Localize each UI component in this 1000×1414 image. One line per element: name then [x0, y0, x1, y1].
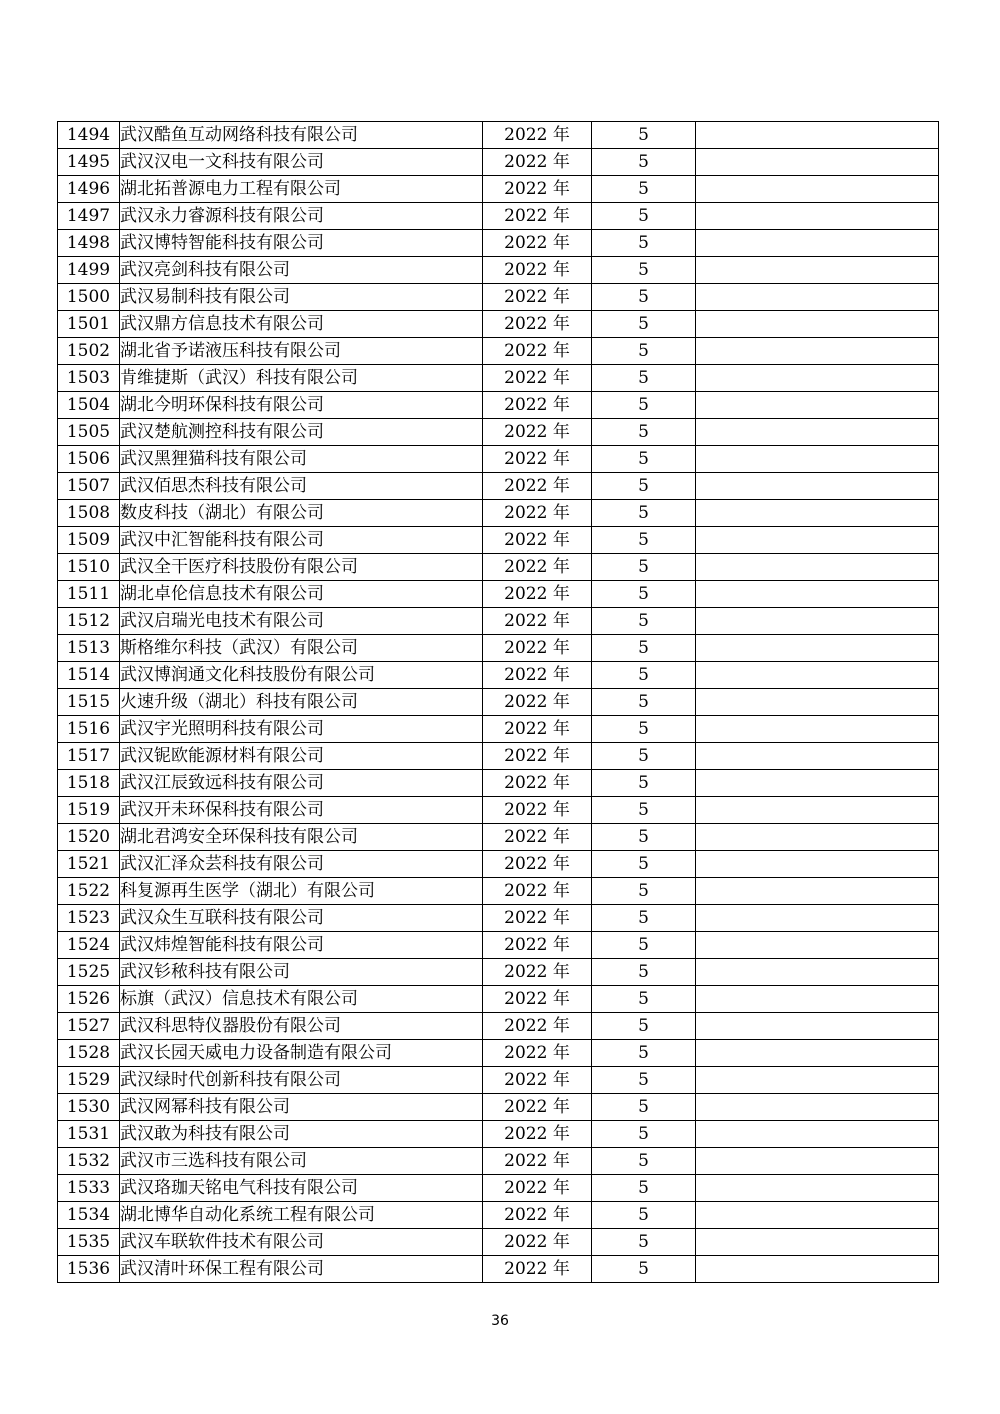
table-row: [58, 581, 939, 608]
score-cell: 5: [592, 1121, 696, 1148]
table-row: [58, 149, 939, 176]
note-cell: [696, 743, 939, 770]
row-number-cell: 1503: [58, 365, 120, 392]
note-cell: [696, 365, 939, 392]
year-cell: 2022 年: [483, 230, 592, 257]
score-cell: 5: [592, 1148, 696, 1175]
note-cell: [696, 419, 939, 446]
row-number-cell: 1525: [58, 959, 120, 986]
score-cell: 5: [592, 365, 696, 392]
company-name-cell: 武汉博润通文化科技股份有限公司: [120, 662, 483, 689]
score-cell: 5: [592, 230, 696, 257]
row-number-cell: 1519: [58, 797, 120, 824]
table-row: [58, 527, 939, 554]
company-name-cell: 火速升级（湖北）科技有限公司: [120, 689, 483, 716]
note-cell: [696, 1121, 939, 1148]
year-cell: 2022 年: [483, 608, 592, 635]
company-name-cell: 武汉绿时代创新科技有限公司: [120, 1067, 483, 1094]
score-cell: 5: [592, 1094, 696, 1121]
score-cell: 5: [592, 1202, 696, 1229]
table-row: [58, 932, 939, 959]
year-cell: 2022 年: [483, 1148, 592, 1175]
table-row: [58, 986, 939, 1013]
row-number-cell: 1500: [58, 284, 120, 311]
company-name-cell: 武汉网幂科技有限公司: [120, 1094, 483, 1121]
score-cell: 5: [592, 149, 696, 176]
year-cell: 2022 年: [483, 1121, 592, 1148]
row-number-cell: 1501: [58, 311, 120, 338]
table-row: [58, 311, 939, 338]
note-cell: [696, 284, 939, 311]
note-cell: [696, 176, 939, 203]
score-cell: 5: [592, 554, 696, 581]
row-number-cell: 1517: [58, 743, 120, 770]
score-cell: 5: [592, 500, 696, 527]
table-row: [58, 770, 939, 797]
year-cell: 2022 年: [483, 419, 592, 446]
note-cell: [696, 1040, 939, 1067]
company-name-cell: 武汉长园天威电力设备制造有限公司: [120, 1040, 483, 1067]
score-cell: 5: [592, 527, 696, 554]
table-row: [58, 284, 939, 311]
row-number-cell: 1511: [58, 581, 120, 608]
note-cell: [696, 122, 939, 149]
company-name-cell: 武汉博特智能科技有限公司: [120, 230, 483, 257]
row-number-cell: 1535: [58, 1229, 120, 1256]
year-cell: 2022 年: [483, 473, 592, 500]
score-cell: 5: [592, 851, 696, 878]
page-number: 36: [491, 1313, 509, 1329]
row-number-cell: 1495: [58, 149, 120, 176]
note-cell: [696, 608, 939, 635]
year-cell: 2022 年: [483, 311, 592, 338]
table-row: [58, 419, 939, 446]
note-cell: [696, 473, 939, 500]
table-row: [58, 1175, 939, 1202]
row-number-cell: 1529: [58, 1067, 120, 1094]
note-cell: [696, 986, 939, 1013]
year-cell: 2022 年: [483, 203, 592, 230]
table-row: [58, 257, 939, 284]
score-cell: 5: [592, 608, 696, 635]
score-cell: 5: [592, 1067, 696, 1094]
score-cell: 5: [592, 905, 696, 932]
year-cell: 2022 年: [483, 689, 592, 716]
row-number-cell: 1496: [58, 176, 120, 203]
company-name-cell: 斯格维尔科技（武汉）有限公司: [120, 635, 483, 662]
row-number-cell: 1508: [58, 500, 120, 527]
row-number-cell: 1530: [58, 1094, 120, 1121]
company-name-cell: 湖北博华自动化系统工程有限公司: [120, 1202, 483, 1229]
year-cell: 2022 年: [483, 1013, 592, 1040]
score-cell: 5: [592, 392, 696, 419]
year-cell: 2022 年: [483, 1094, 592, 1121]
score-cell: 5: [592, 311, 696, 338]
row-number-cell: 1504: [58, 392, 120, 419]
year-cell: 2022 年: [483, 878, 592, 905]
note-cell: [696, 797, 939, 824]
note-cell: [696, 1148, 939, 1175]
note-cell: [696, 770, 939, 797]
company-name-cell: 武汉永力睿源科技有限公司: [120, 203, 483, 230]
company-list-table: [57, 121, 939, 1283]
company-name-cell: 科复源再生医学（湖北）有限公司: [120, 878, 483, 905]
table-row: [58, 851, 939, 878]
row-number-cell: 1494: [58, 122, 120, 149]
row-number-cell: 1518: [58, 770, 120, 797]
row-number-cell: 1515: [58, 689, 120, 716]
score-cell: 5: [592, 1040, 696, 1067]
company-name-cell: 湖北卓伦信息技术有限公司: [120, 581, 483, 608]
company-name-cell: 武汉开未环保科技有限公司: [120, 797, 483, 824]
score-cell: 5: [592, 878, 696, 905]
row-number-cell: 1514: [58, 662, 120, 689]
company-name-cell: 武汉全干医疗科技股份有限公司: [120, 554, 483, 581]
company-name-cell: 武汉清叶环保工程有限公司: [120, 1256, 483, 1283]
table-row: [58, 365, 939, 392]
table-row: [58, 689, 939, 716]
note-cell: [696, 635, 939, 662]
score-cell: 5: [592, 932, 696, 959]
company-name-cell: 武汉启瑞光电技术有限公司: [120, 608, 483, 635]
score-cell: 5: [592, 689, 696, 716]
company-name-cell: 武汉众生互联科技有限公司: [120, 905, 483, 932]
table-row: [58, 554, 939, 581]
year-cell: 2022 年: [483, 1175, 592, 1202]
company-name-cell: 武汉亮剑科技有限公司: [120, 257, 483, 284]
score-cell: 5: [592, 257, 696, 284]
table-row: [58, 959, 939, 986]
row-number-cell: 1512: [58, 608, 120, 635]
row-number-cell: 1521: [58, 851, 120, 878]
score-cell: 5: [592, 959, 696, 986]
table-row: [58, 1094, 939, 1121]
company-name-cell: 武汉江辰致远科技有限公司: [120, 770, 483, 797]
row-number-cell: 1527: [58, 1013, 120, 1040]
company-name-cell: 武汉市三选科技有限公司: [120, 1148, 483, 1175]
year-cell: 2022 年: [483, 122, 592, 149]
score-cell: 5: [592, 662, 696, 689]
table-row: [58, 473, 939, 500]
table-row: [58, 203, 939, 230]
score-cell: 5: [592, 716, 696, 743]
row-number-cell: 1536: [58, 1256, 120, 1283]
company-name-cell: 标旗（武汉）信息技术有限公司: [120, 986, 483, 1013]
year-cell: 2022 年: [483, 581, 592, 608]
table-row: [58, 797, 939, 824]
score-cell: 5: [592, 770, 696, 797]
table-row: [58, 905, 939, 932]
note-cell: [696, 527, 939, 554]
table-row: [58, 338, 939, 365]
row-number-cell: 1498: [58, 230, 120, 257]
score-cell: 5: [592, 797, 696, 824]
year-cell: 2022 年: [483, 770, 592, 797]
table-row: [58, 230, 939, 257]
row-number-cell: 1531: [58, 1121, 120, 1148]
company-name-cell: 武汉钐秾科技有限公司: [120, 959, 483, 986]
year-cell: 2022 年: [483, 797, 592, 824]
score-cell: 5: [592, 446, 696, 473]
company-name-cell: 武汉科思特仪器股份有限公司: [120, 1013, 483, 1040]
table-row: [58, 392, 939, 419]
year-cell: 2022 年: [483, 716, 592, 743]
score-cell: 5: [592, 986, 696, 1013]
score-cell: 5: [592, 743, 696, 770]
company-name-cell: 湖北君鸿安全环保科技有限公司: [120, 824, 483, 851]
note-cell: [696, 1175, 939, 1202]
year-cell: 2022 年: [483, 500, 592, 527]
company-name-cell: 武汉铌欧能源材料有限公司: [120, 743, 483, 770]
year-cell: 2022 年: [483, 257, 592, 284]
note-cell: [696, 851, 939, 878]
table-row: [58, 608, 939, 635]
row-number-cell: 1507: [58, 473, 120, 500]
table-row: [58, 743, 939, 770]
score-cell: 5: [592, 1175, 696, 1202]
score-cell: 5: [592, 581, 696, 608]
company-name-cell: 武汉鼎方信息技术有限公司: [120, 311, 483, 338]
row-number-cell: 1523: [58, 905, 120, 932]
company-name-cell: 湖北省予诺液压科技有限公司: [120, 338, 483, 365]
note-cell: [696, 257, 939, 284]
company-name-cell: 武汉汇泽众芸科技有限公司: [120, 851, 483, 878]
note-cell: [696, 338, 939, 365]
note-cell: [696, 959, 939, 986]
score-cell: 5: [592, 284, 696, 311]
company-name-cell: 武汉宇光照明科技有限公司: [120, 716, 483, 743]
row-number-cell: 1522: [58, 878, 120, 905]
table-row: [58, 635, 939, 662]
year-cell: 2022 年: [483, 338, 592, 365]
year-cell: 2022 年: [483, 932, 592, 959]
note-cell: [696, 149, 939, 176]
company-name-cell: 湖北今明环保科技有限公司: [120, 392, 483, 419]
year-cell: 2022 年: [483, 635, 592, 662]
note-cell: [696, 311, 939, 338]
table-row: [58, 1202, 939, 1229]
company-name-cell: 武汉佰思杰科技有限公司: [120, 473, 483, 500]
score-cell: 5: [592, 338, 696, 365]
row-number-cell: 1510: [58, 554, 120, 581]
note-cell: [696, 824, 939, 851]
year-cell: 2022 年: [483, 446, 592, 473]
score-cell: 5: [592, 203, 696, 230]
row-number-cell: 1520: [58, 824, 120, 851]
year-cell: 2022 年: [483, 176, 592, 203]
table-row: [58, 716, 939, 743]
table-body: [58, 122, 939, 1283]
note-cell: [696, 1013, 939, 1040]
score-cell: 5: [592, 1013, 696, 1040]
year-cell: 2022 年: [483, 959, 592, 986]
year-cell: 2022 年: [483, 824, 592, 851]
year-cell: 2022 年: [483, 1067, 592, 1094]
table-row: [58, 824, 939, 851]
year-cell: 2022 年: [483, 662, 592, 689]
score-cell: 5: [592, 635, 696, 662]
table-row: [58, 878, 939, 905]
row-number-cell: 1497: [58, 203, 120, 230]
year-cell: 2022 年: [483, 527, 592, 554]
company-name-cell: 武汉酷鱼互动网络科技有限公司: [120, 122, 483, 149]
company-name-cell: 武汉车联软件技术有限公司: [120, 1229, 483, 1256]
table-row: [58, 446, 939, 473]
company-name-cell: 肯维捷斯（武汉）科技有限公司: [120, 365, 483, 392]
table-row: [58, 1121, 939, 1148]
score-cell: 5: [592, 824, 696, 851]
table-row: [58, 1013, 939, 1040]
company-name-cell: 武汉汉电一文科技有限公司: [120, 149, 483, 176]
year-cell: 2022 年: [483, 1202, 592, 1229]
company-name-cell: 武汉珞珈天铭电气科技有限公司: [120, 1175, 483, 1202]
row-number-cell: 1506: [58, 446, 120, 473]
row-number-cell: 1534: [58, 1202, 120, 1229]
table-row: [58, 122, 939, 149]
note-cell: [696, 662, 939, 689]
note-cell: [696, 500, 939, 527]
year-cell: 2022 年: [483, 986, 592, 1013]
note-cell: [696, 581, 939, 608]
table-row: [58, 1040, 939, 1067]
note-cell: [696, 878, 939, 905]
company-name-cell: 武汉黑狸猫科技有限公司: [120, 446, 483, 473]
row-number-cell: 1533: [58, 1175, 120, 1202]
score-cell: 5: [592, 1256, 696, 1283]
row-number-cell: 1532: [58, 1148, 120, 1175]
year-cell: 2022 年: [483, 554, 592, 581]
note-cell: [696, 1067, 939, 1094]
row-number-cell: 1505: [58, 419, 120, 446]
table-row: [58, 176, 939, 203]
year-cell: 2022 年: [483, 365, 592, 392]
table-row: [58, 1148, 939, 1175]
year-cell: 2022 年: [483, 149, 592, 176]
note-cell: [696, 716, 939, 743]
company-name-cell: 武汉中汇智能科技有限公司: [120, 527, 483, 554]
company-name-cell: 湖北拓普源电力工程有限公司: [120, 176, 483, 203]
year-cell: 2022 年: [483, 851, 592, 878]
note-cell: [696, 554, 939, 581]
row-number-cell: 1499: [58, 257, 120, 284]
table-row: [58, 1229, 939, 1256]
note-cell: [696, 392, 939, 419]
score-cell: 5: [592, 176, 696, 203]
table-row: [58, 1067, 939, 1094]
table-row: [58, 1256, 939, 1283]
year-cell: 2022 年: [483, 1256, 592, 1283]
note-cell: [696, 230, 939, 257]
score-cell: 5: [592, 419, 696, 446]
note-cell: [696, 1094, 939, 1121]
row-number-cell: 1509: [58, 527, 120, 554]
row-number-cell: 1502: [58, 338, 120, 365]
score-cell: 5: [592, 473, 696, 500]
row-number-cell: 1528: [58, 1040, 120, 1067]
year-cell: 2022 年: [483, 392, 592, 419]
score-cell: 5: [592, 122, 696, 149]
note-cell: [696, 1202, 939, 1229]
note-cell: [696, 1256, 939, 1283]
year-cell: 2022 年: [483, 284, 592, 311]
company-name-cell: 数皮科技（湖北）有限公司: [120, 500, 483, 527]
note-cell: [696, 689, 939, 716]
company-name-cell: 武汉敢为科技有限公司: [120, 1121, 483, 1148]
year-cell: 2022 年: [483, 1229, 592, 1256]
note-cell: [696, 905, 939, 932]
table-row: [58, 662, 939, 689]
company-name-cell: 武汉炜煌智能科技有限公司: [120, 932, 483, 959]
row-number-cell: 1526: [58, 986, 120, 1013]
score-cell: 5: [592, 1229, 696, 1256]
row-number-cell: 1513: [58, 635, 120, 662]
note-cell: [696, 932, 939, 959]
note-cell: [696, 203, 939, 230]
note-cell: [696, 1229, 939, 1256]
company-name-cell: 武汉楚航测控科技有限公司: [120, 419, 483, 446]
note-cell: [696, 446, 939, 473]
year-cell: 2022 年: [483, 743, 592, 770]
table-row: [58, 500, 939, 527]
year-cell: 2022 年: [483, 1040, 592, 1067]
row-number-cell: 1524: [58, 932, 120, 959]
year-cell: 2022 年: [483, 905, 592, 932]
company-name-cell: 武汉易制科技有限公司: [120, 284, 483, 311]
row-number-cell: 1516: [58, 716, 120, 743]
